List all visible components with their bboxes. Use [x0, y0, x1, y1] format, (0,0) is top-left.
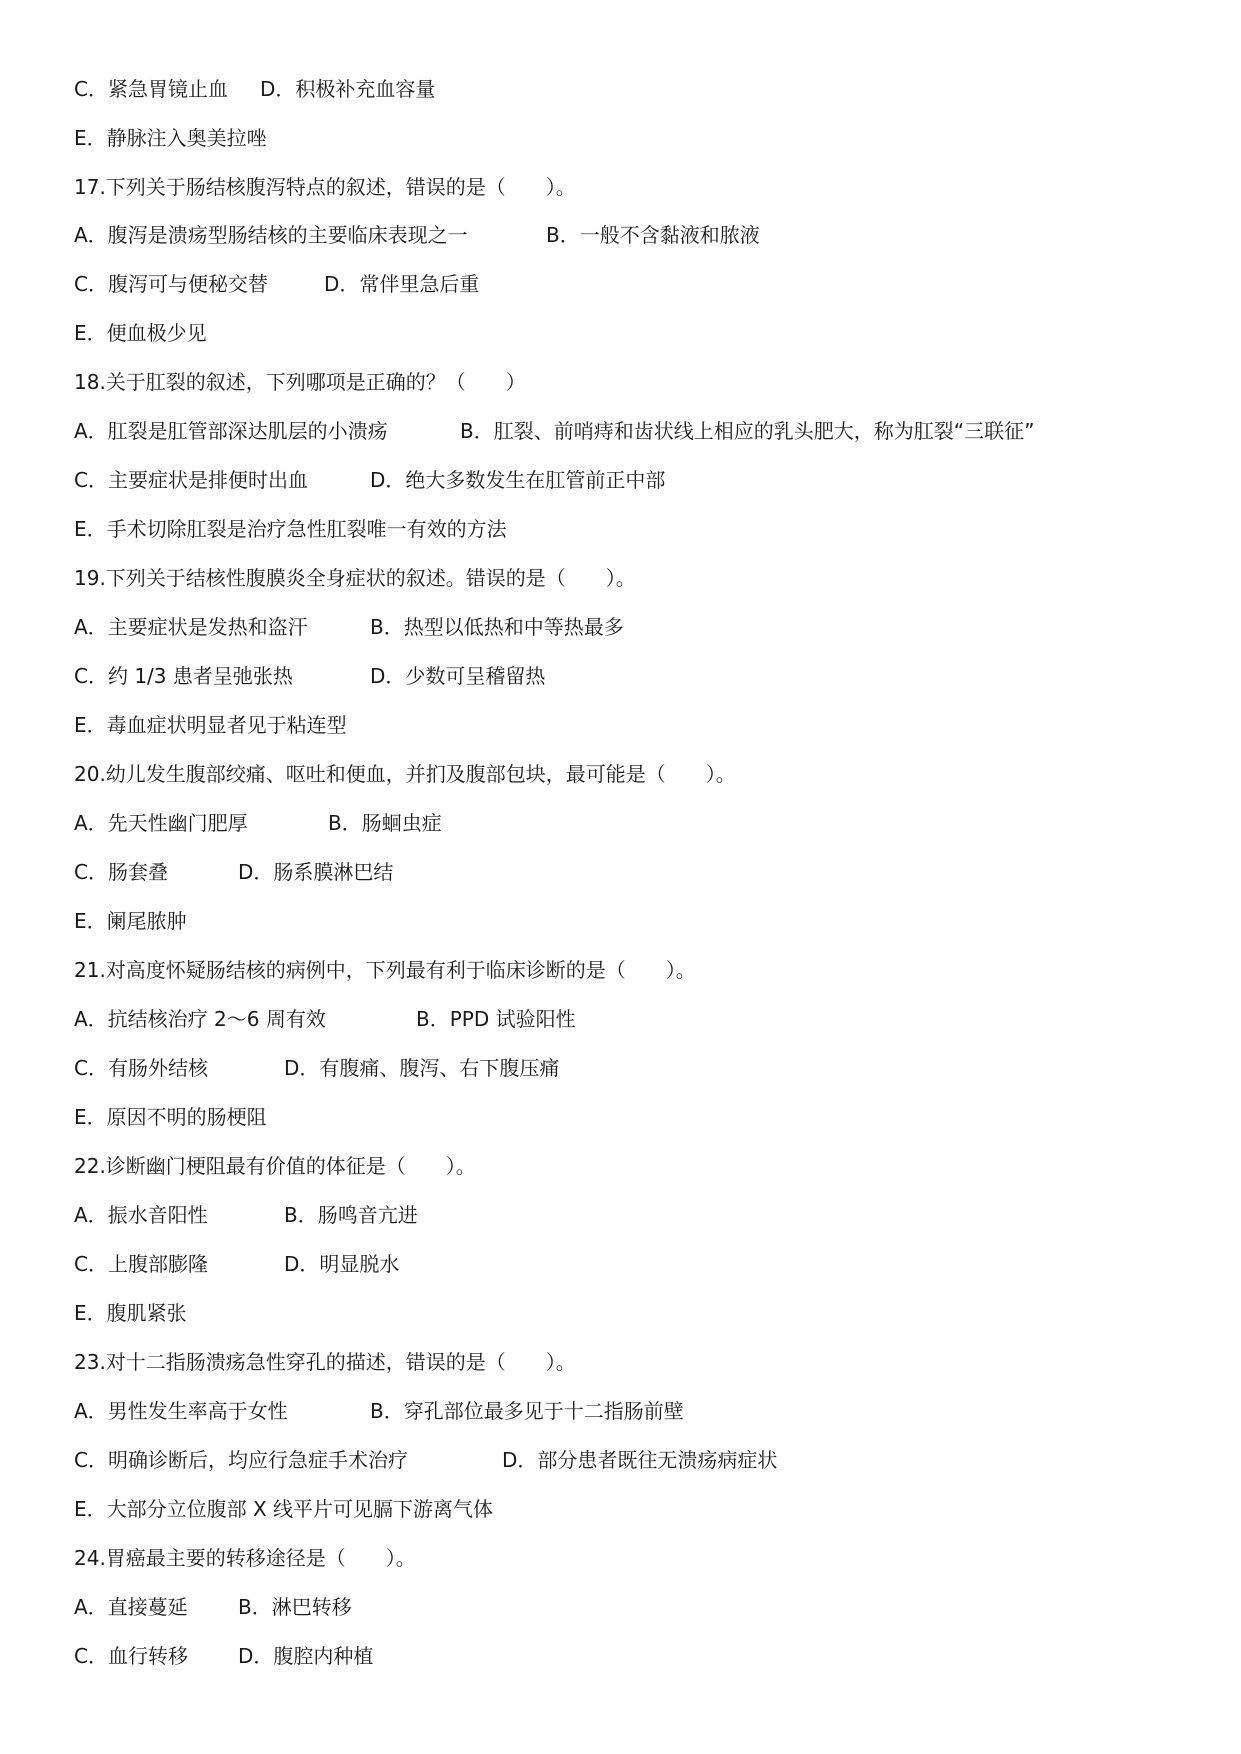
- option-a: A．男性发生率高于女性: [74, 1399, 288, 1423]
- option-line: [74, 661, 545, 691]
- option-line: [74, 1494, 493, 1524]
- option-line: [74, 123, 267, 153]
- option-line: [74, 318, 207, 348]
- option-c: C．紧急胃镜止血: [74, 77, 228, 101]
- option-c: C．约 1/3 患者呈弛张热: [74, 664, 293, 688]
- option-line: [74, 857, 393, 887]
- option-line: [74, 514, 507, 544]
- option-a: A．抗结核治疗 2～6 周有效: [74, 1007, 326, 1031]
- option-line: [74, 1004, 576, 1034]
- option-a: A．直接蔓延: [74, 1595, 188, 1619]
- option-line: [74, 612, 624, 642]
- option-line: [74, 808, 442, 838]
- option-line: [74, 416, 1034, 446]
- option-d: D．绝大多数发生在肛管前正中部: [370, 468, 666, 492]
- option-d: D．积极补充血容量: [260, 77, 436, 101]
- option-line: [74, 465, 665, 495]
- question-24: 24.胃癌最主要的转移途径是（ ）。: [74, 1546, 416, 1570]
- option-line: [74, 220, 760, 250]
- option-c: C．明确诊断后，均应行急症手术治疗: [74, 1448, 408, 1472]
- option-d: D．肠系膜淋巴结: [238, 860, 394, 884]
- option-line: [74, 1249, 399, 1279]
- question-23: 23.对十二指肠溃疡急性穿孔的描述，错误的是（ ）。: [74, 1350, 576, 1374]
- option-line: [74, 1641, 373, 1671]
- option-c: C．肠套叠: [74, 860, 168, 884]
- option-line: [74, 1053, 559, 1083]
- option-line: [74, 1298, 187, 1328]
- option-d: D．腹腔内种植: [238, 1644, 374, 1668]
- option-b: B．热型以低热和中等热最多: [370, 615, 624, 639]
- option-d: D．常伴里急后重: [324, 272, 480, 296]
- option-e: E．大部分立位腹部 X 线平片可见膈下游离气体: [74, 1497, 494, 1521]
- option-d: D．有腹痛、腹泻、右下腹压痛: [284, 1056, 560, 1080]
- option-b: B．一般不含黏液和脓液: [546, 223, 760, 247]
- option-d: D．少数可呈稽留热: [370, 664, 546, 688]
- option-c: C．有肠外结核: [74, 1056, 208, 1080]
- option-line: [74, 269, 479, 299]
- option-line: [74, 1445, 777, 1475]
- question-22: 22.诊断幽门梗阻最有价值的体征是（ ）。: [74, 1154, 476, 1178]
- option-e: E．原因不明的肠梗阻: [74, 1105, 267, 1129]
- option-line: [74, 710, 347, 740]
- option-c: C．腹泻可与便秘交替: [74, 272, 268, 296]
- option-line: [74, 1200, 418, 1230]
- option-e: E．腹肌紧张: [74, 1301, 187, 1325]
- option-line: [74, 1102, 267, 1132]
- option-d: D．部分患者既往无溃疡病症状: [502, 1448, 778, 1472]
- option-line: [74, 74, 435, 104]
- option-d: D．明显脱水: [284, 1252, 400, 1276]
- option-e: E．阑尾脓肿: [74, 909, 187, 933]
- option-b: B．肠鸣音亢进: [284, 1203, 418, 1227]
- question-19: 19.下列关于结核性腹膜炎全身症状的叙述。错误的是（ ）。: [74, 566, 636, 590]
- option-a: A．腹泻是溃疡型肠结核的主要临床表现之一: [74, 223, 468, 247]
- option-a: A．主要症状是发热和盗汗: [74, 615, 308, 639]
- option-b: B．肠蛔虫症: [328, 811, 442, 835]
- option-b: B．PPD 试验阳性: [416, 1007, 576, 1031]
- option-b: B．淋巴转移: [238, 1595, 352, 1619]
- option-c: C．主要症状是排便时出血: [74, 468, 308, 492]
- option-e: E．毒血症状明显者见于粘连型: [74, 713, 347, 737]
- option-a: A．振水音阳性: [74, 1203, 208, 1227]
- question-21: 21.对高度怀疑肠结核的病例中，下列最有利于临床诊断的是（ ）。: [74, 958, 696, 982]
- option-c: C．上腹部膨隆: [74, 1252, 208, 1276]
- option-e: E．静脉注入奥美拉唑: [74, 126, 267, 150]
- question-20: 20.幼儿发生腹部绞痛、呕吐和便血，并扪及腹部包块，最可能是（ ）。: [74, 762, 736, 786]
- option-line: [74, 1592, 352, 1622]
- option-b: B．穿孔部位最多见于十二指肠前壁: [370, 1399, 684, 1423]
- option-a: A．先天性幽门肥厚: [74, 811, 248, 835]
- option-line: [74, 906, 187, 936]
- option-a: A．肛裂是肛管部深达肌层的小溃疡: [74, 419, 388, 443]
- option-line: [74, 1396, 684, 1426]
- option-c: C．血行转移: [74, 1644, 188, 1668]
- option-b: B．肛裂、前哨痔和齿状线上相应的乳头肥大，称为肛裂“三联征”: [460, 419, 1035, 443]
- question-17: 17.下列关于肠结核腹泻特点的叙述，错误的是（ ）。: [74, 175, 576, 199]
- option-e: E．便血极少见: [74, 321, 207, 345]
- option-e: E．手术切除肛裂是治疗急性肛裂唯一有效的方法: [74, 517, 507, 541]
- question-18: 18.关于肛裂的叙述，下列哪项是正确的？（ ）: [74, 370, 526, 394]
